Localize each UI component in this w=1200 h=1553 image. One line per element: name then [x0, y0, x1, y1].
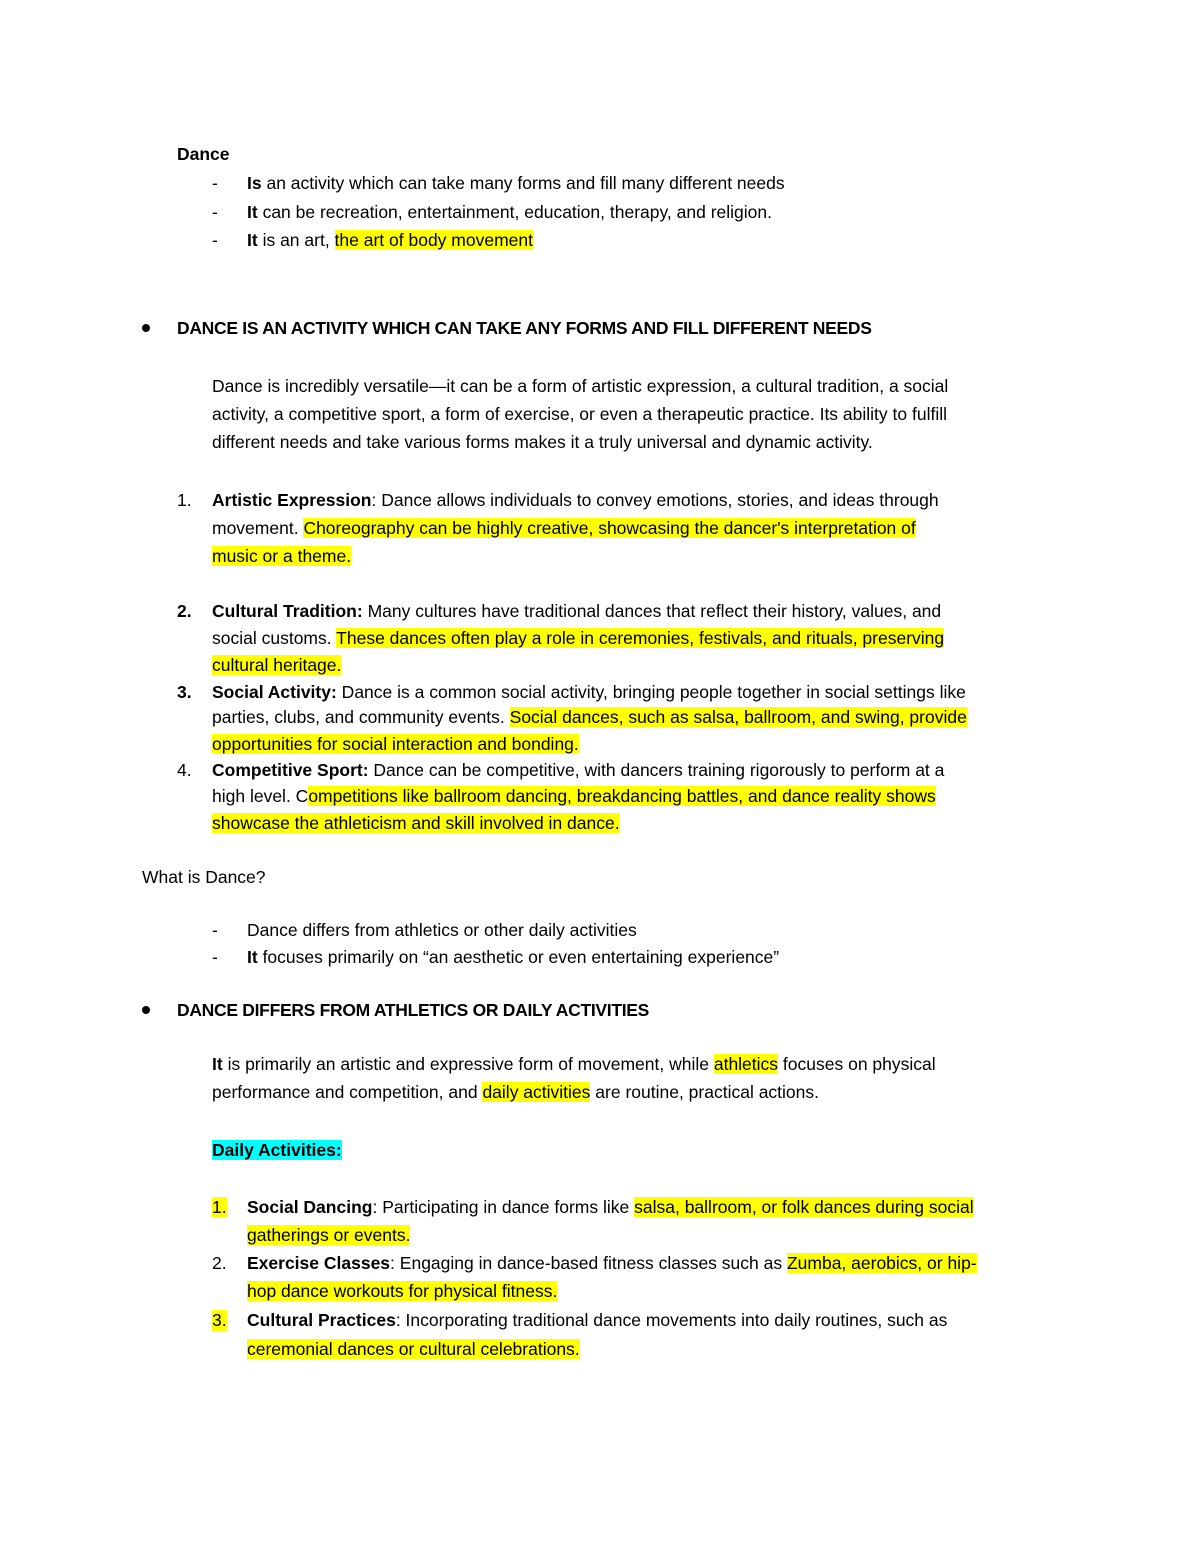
dash-marker: - — [212, 173, 218, 193]
list-item-line: parties, clubs, and community events. Social dances, such as salsa, ballroom, and swing, provide — [212, 707, 967, 727]
list-item: Dance differs from athletics or other daily activities — [247, 920, 637, 940]
dash-marker: - — [212, 202, 218, 222]
list-item: Exercise Classes: Engaging in dance-based fitness classes such as Zumba, aerobics, or hip- — [247, 1253, 977, 1273]
list-item: Cultural Tradition: Many cultures have traditional dances that reflect their history, values, and — [212, 601, 942, 621]
dash-marker: - — [212, 947, 218, 967]
dash-marker: - — [212, 920, 218, 940]
list-item: Is an activity which can take many forms and fill many different needs — [247, 173, 785, 193]
list-number: 4. — [177, 760, 192, 780]
list-item: Artistic Expression: Dance allows individuals to convey emotions, stories, and ideas through — [212, 490, 939, 510]
list-item-line: gatherings or events. — [247, 1225, 411, 1245]
paragraph-line: It is primarily an artistic and expressive form of movement, while athletics focuses on physical — [212, 1054, 936, 1074]
paragraph-line: different needs and take various forms makes it a truly universal and dynamic activity. — [212, 432, 873, 452]
bullet-icon — [142, 1006, 150, 1014]
list-number: 1. — [212, 1197, 227, 1217]
section-title-what-is-dance: What is Dance? — [142, 867, 266, 887]
list-item: It can be recreation, entertainment, education, therapy, and religion. — [247, 202, 773, 222]
list-item-line: cultural heritage. — [212, 655, 342, 675]
list-item-line: opportunities for social interaction and bonding. — [212, 734, 579, 754]
bullet-icon — [142, 324, 150, 332]
heading: DANCE IS AN ACTIVITY WHICH CAN TAKE ANY FORMS AND FILL DIFFERENT NEEDS — [177, 318, 872, 338]
list-item-line: social customs. These dances often play a role in ceremonies, festivals, and rituals, preserving — [212, 628, 945, 648]
list-item-line: movement. Choreography can be highly creative, showcasing the dancer's interpretation of — [212, 518, 916, 538]
list-item-line: showcase the athleticism and skill involved in dance. — [212, 813, 620, 833]
list-item-line: high level. Competitions like ballroom dancing, breakdancing battles, and dance reality shows — [212, 786, 936, 806]
highlight: the art of body movement — [334, 230, 533, 250]
list-number: 2. — [212, 1253, 227, 1273]
paragraph-line: Dance is incredibly versatile—it can be a form of artistic expression, a cultural tradition, a social — [212, 376, 949, 396]
list-number: 2. — [177, 601, 192, 621]
list-item: Social Activity: Dance is a common social activity, bringing people together in social settings like — [212, 682, 966, 702]
heading: DANCE DIFFERS FROM ATHLETICS OR DAILY ACTIVITIES — [177, 1000, 650, 1020]
list-item: It focuses primarily on “an aesthetic or even entertaining experience” — [247, 947, 780, 967]
list-number: 1. — [177, 490, 192, 510]
list-item: Cultural Practices: Incorporating traditional dance movements into daily routines, such as — [247, 1310, 948, 1330]
daily-activities-title: Daily Activities: — [212, 1140, 342, 1160]
dash-marker: - — [212, 230, 218, 250]
list-number: 3. — [177, 682, 192, 702]
list-item: It is an art, the art of body movement — [247, 230, 533, 250]
list-item-line: hop dance workouts for physical fitness. — [247, 1281, 558, 1301]
list-number: 3. — [212, 1310, 227, 1330]
list-item-line: music or a theme. — [212, 546, 352, 566]
paragraph-line: activity, a competitive sport, a form of exercise, or even a therapeutic practice. Its ability to fulfill — [212, 404, 947, 424]
list-item: Social Dancing: Participating in dance forms like salsa, ballroom, or folk dances during social — [247, 1197, 974, 1217]
paragraph-line: performance and competition, and daily activities are routine, practical actions. — [212, 1082, 820, 1102]
section-title-dance: Dance — [177, 144, 230, 164]
list-item: Competitive Sport: Dance can be competitive, with dancers training rigorously to perform at a — [212, 760, 945, 780]
list-item-line: ceremonial dances or cultural celebrations. — [247, 1339, 580, 1359]
